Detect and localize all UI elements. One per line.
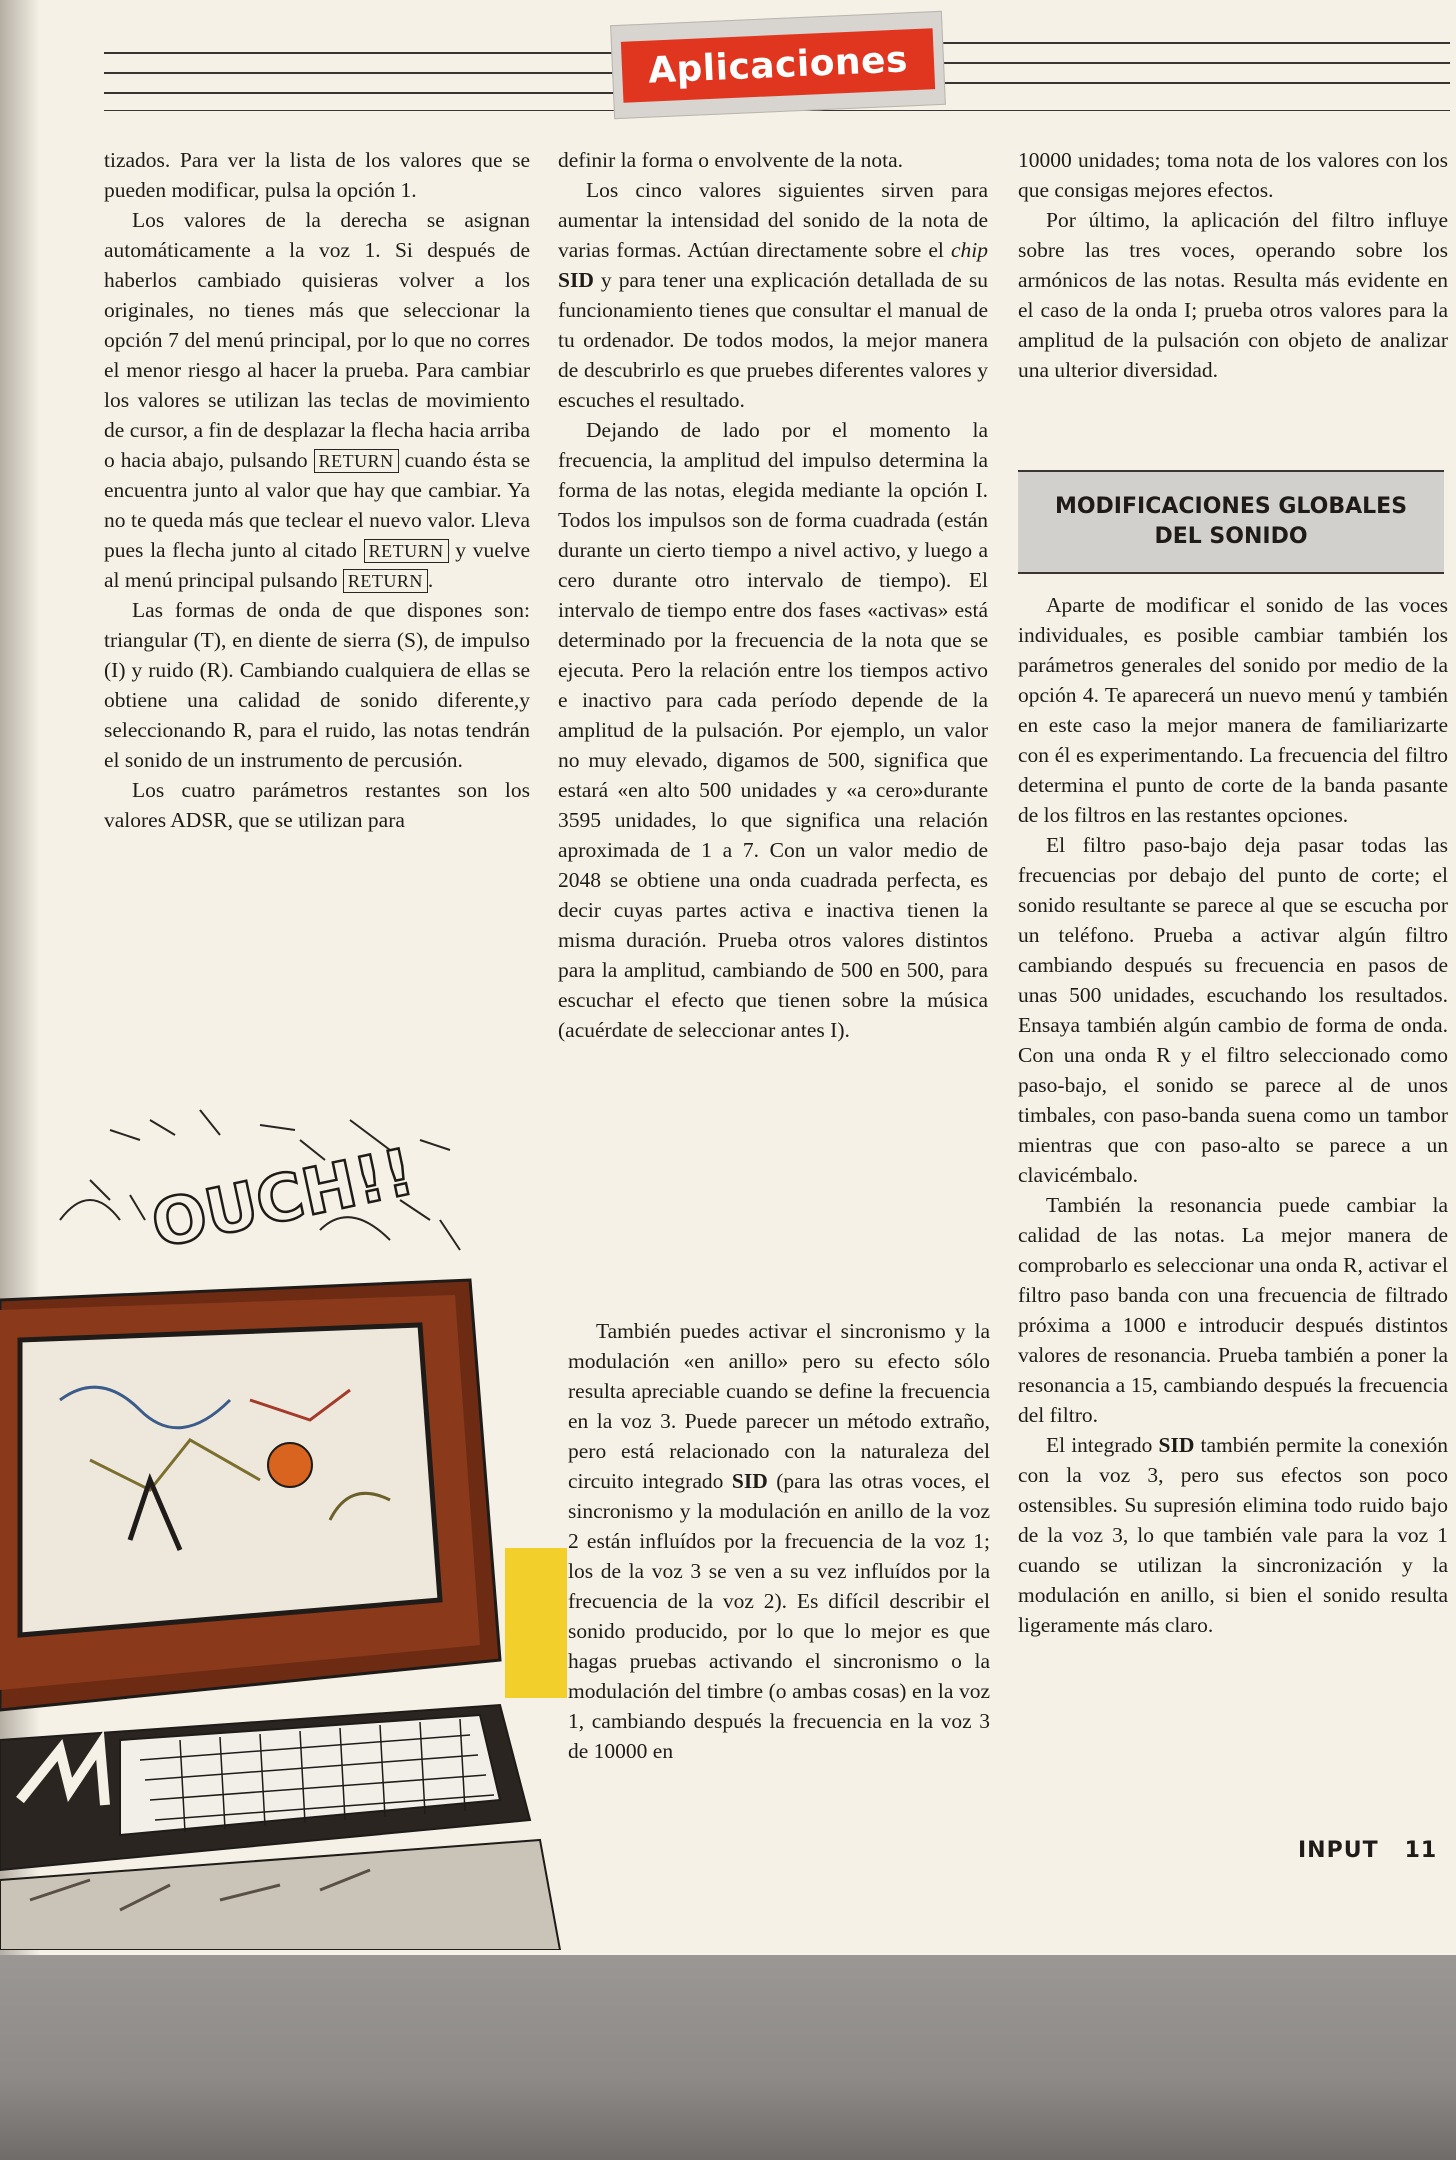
text-run: y vuelve al menú principal pulsando (104, 538, 530, 592)
text-run: también permite la conexión con la voz 3, pero sus efectos son poco ostensibles. Su supresión elimina todo ruido bajo de la voz 3, lo que también vale para la voz 1 cuando se utilizan la sincronización y la modulación en anillo, si bien el sonido resulta ligeramente más claro. (1018, 1433, 1449, 1637)
paragraph: El filtro paso-bajo deja pasar todas las frecuencias por debajo del punto de corte; el sonido resultante se parece al que se escucha por un teléfono. Prueba a activar algún filtro cambiando después su frecuencia en pasos de unas 500 unidades, escuchando los resultados. Ensaya también algún cambio de forma de onda. Con una onda R y el filtro seleccionado como paso-bajo, el sonido se parece al de unos timbales, con paso-banda suena como un tambor mientras que con paso-alto se parece a un clavicémbalo. (1018, 833, 1448, 1187)
scan-background (0, 1955, 1456, 2160)
header-rule (940, 82, 1450, 84)
computer-illustration (0, 1100, 570, 1950)
paragraph: Las formas de onda de que dispones son: triangular (T), en diente de sierra (S), de impulso (I) y ruido (R). Cambiando cualquiera de ellas se obtiene una calidad de sonido diferente,y seleccionando R, para el ruido, las notas tendrán el sonido de un instrumento de percusión. (104, 598, 530, 772)
paragraph: Aparte de modificar el sonido de las voces individuales, es posible cambiar también los parámetros generales del sonido por medio de la opción 4. Te aparecerá un nuevo menú y también en este caso la mejor manera de familiarizarte con él es experimentando. La frecuencia del filtro determina el punto de corte de la banda pasante de los filtros en las restantes opciones. (1018, 593, 1448, 827)
header-rule (104, 92, 614, 94)
text-run: y para tener una explicación detallada de su funcionamiento tienes que consultar el manual de tu ordenador. De todos modos, la mejor manera de descubrirlo es que pruebes diferentes valores y escuches el resultado. (558, 268, 989, 412)
page-footer (1298, 1838, 1437, 1863)
paragraph (558, 175, 988, 415)
text-run: También puedes activar el sincronismo y la modulación «en anillo» pero su efecto sólo resulta apreciable cuando se define la frecuencia en la voz 3. Puede parecer un método extraño, pero está relacionado con la naturaleza del circuito integrado (568, 1319, 990, 1493)
header-rule (104, 72, 614, 74)
paragraph: 10000 unidades; toma nota de los valores con los que consigas mejores efectos. (1018, 148, 1448, 202)
section-header (610, 11, 946, 119)
text-run: (para las otras voces, el sincronismo y la modulación en anillo de la voz 2 están influídos por la frecuencia de la voz 1; los de la voz 3 se ven a su vez influídos por la frecuencia de la voz 2). Es difícil describir el sonido producido, por lo que lo mejor es que hagas pruebas activando el sincronismo o la modulación del timbre (o ambas cosas) en la voz 1, cambiando después la frecuencia en la voz 3 de 10000 en (568, 1469, 990, 1763)
ouch-scribble: OUCH!! (145, 1135, 421, 1263)
page-number: 11 (1404, 1838, 1438, 1863)
header-rule (104, 52, 614, 54)
text-run: cuando ésta se encuentra junto al valor que hay que cambiar. Ya no te queda más que teclear el nuevo valor. Lleva pues la flecha junto al citado (104, 448, 531, 562)
paragraph (104, 205, 530, 595)
return-key-label: RETURN (314, 449, 399, 473)
return-key-label: RETURN (364, 539, 449, 563)
heading-line: DEL SONIDO (1154, 524, 1308, 549)
header-rule (940, 62, 1450, 64)
heading-line: MODIFICACIONES GLOBALES (1054, 494, 1408, 519)
text-run: . (427, 568, 434, 592)
paragraph (568, 1316, 990, 1766)
column-2 (558, 145, 988, 1045)
emphasis: SID (558, 268, 594, 292)
header-rule (940, 42, 1450, 44)
section-title: Aplicaciones (621, 28, 935, 103)
text-run: Los cinco valores siguientes sirven para aumentar la intensidad del sonido de la nota de varias formas. Actúan directamente sobre el (558, 178, 988, 262)
magazine-name: INPUT (1298, 1838, 1379, 1863)
paragraph: También la resonancia puede cambiar la calidad de las notas. La mejor manera de comprobarlo es seleccionar una onda R, activar el filtro paso banda con una frecuencia de filtrado próxima a 1000 e introducir después distintos valores de resonancia. Prueba también a poner la resonancia a 15, cambiando después la frecuencia del filtro. (1018, 1193, 1448, 1427)
paragraph: Por último, la aplicación del filtro influye sobre las tres voces, operando sobre los armónicos de las notas. Resulta más evidente en el caso de la onda I; prueba otros valores para la amplitud de la pulsación con objeto de analizar una ulterior diversidad. (1018, 208, 1448, 382)
text-run: El integrado (1046, 1433, 1153, 1457)
paragraph (1018, 1430, 1448, 1640)
text-run: Los valores de la derecha se asignan automáticamente a la voz 1. Si después de haberlos cambiado quisieras volver a los originales, no tienes más que seleccionar la opción 7 del menú principal, por lo que no corres el menor riesgo al hacer la prueba. Para cambiar los valores se utilizan las teclas de movimiento de cursor, a fin de desplazar la flecha hacia arriba o hacia abajo, pulsando (104, 208, 530, 472)
column-2-continued (568, 1316, 990, 1766)
screen-orange-blob (268, 1443, 312, 1487)
emphasis: SID (731, 1469, 768, 1493)
paragraph: Dejando de lado por el momento la frecuencia, la amplitud del impulso determina la forma de las notas, elegida mediante la opción I. Todos los impulsos son de forma cuadrada (están durante un cierto tiempo a nivel activo, y luego a cero durante otro intervalo de tiempo). El intervalo de tiempo entre dos fases «activas» está determinado por la frecuencia de la nota que se ejecuta. Pero la relación entre los tiempos activo e inactivo para cada período depende de la amplitud de la pulsación. Por ejemplo, un valor no muy elevado, digamos de 500, significa que estará «en alto 500 unidades y «a cero»durante 3595 unidades, lo que significa una relación aproximada de 1 a 7. Con un valor medio de 2048 se obtiene una onda cuadrada perfecta, es decir cuyas partes activa e inactiva tienen la misma duración. Prueba otros valores distintos para la amplitud, cambiando de 500 en 500, para escuchar el efecto que tienen sobre la música (acuérdate de seleccionar antes I). (558, 418, 988, 1042)
yellow-marker (505, 1548, 567, 1698)
column-3-continued (1018, 590, 1448, 1640)
paragraph: tizados. Para ver la lista de los valores que se pueden modificar, pulsa la opción 1. (104, 148, 530, 202)
column-3 (1018, 145, 1448, 385)
emphasis: SID (1158, 1433, 1195, 1457)
paragraph: Los cuatro parámetros restantes son los valores ADSR, que se utilizan para (104, 778, 530, 832)
return-key-label: RETURN (343, 569, 428, 593)
emphasis: chip (950, 238, 988, 262)
section-heading-box (1018, 470, 1444, 574)
monitor-screen (20, 1325, 440, 1635)
column-1 (104, 145, 530, 835)
paragraph: definir la forma o envolvente de la nota. (558, 148, 904, 172)
